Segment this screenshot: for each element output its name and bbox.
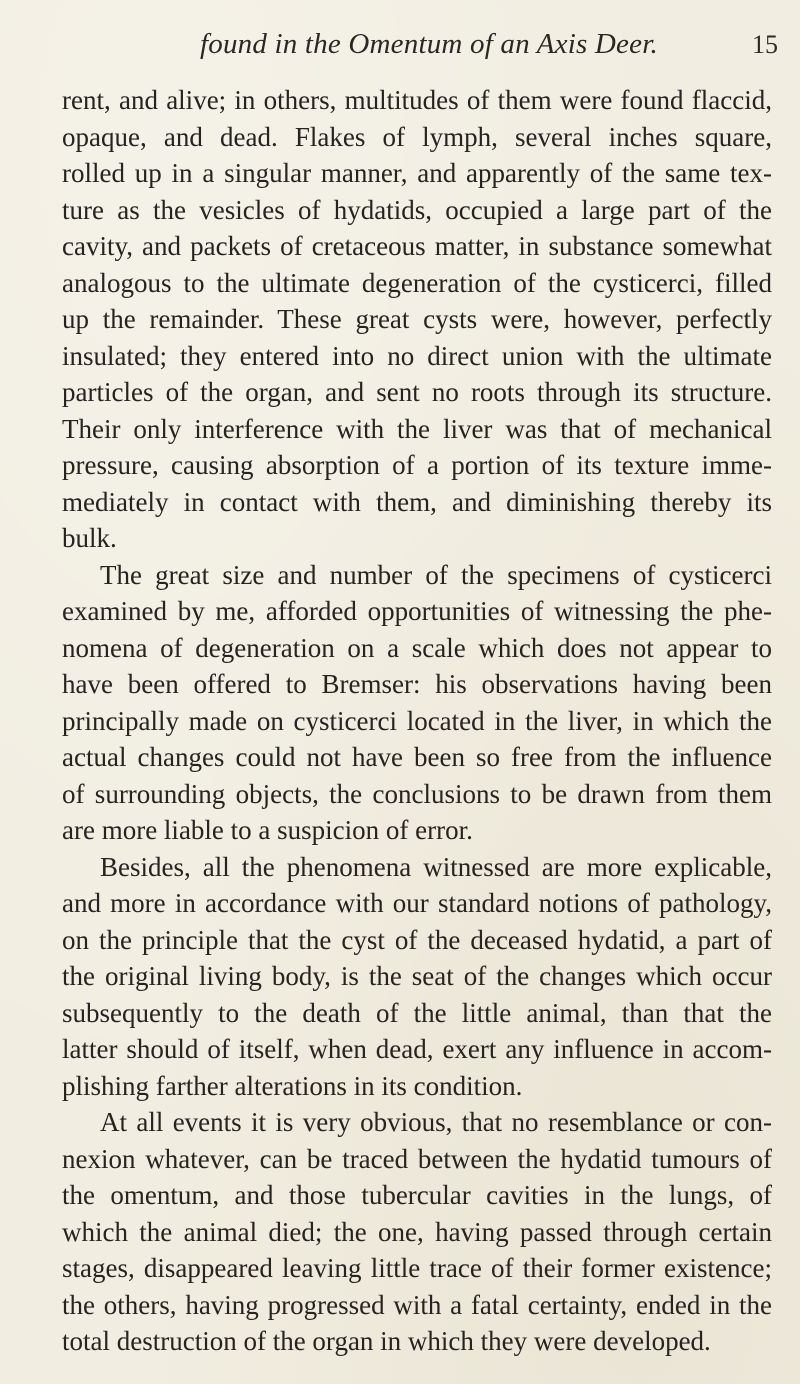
text-line: which the animal died; the one, having passed through certain [62, 1216, 772, 1247]
running-head: found in the Omentum of an Axis Deer. [200, 28, 658, 60]
text-line: and more in accordance with our standard notions of pathology, [62, 888, 772, 918]
text-line: of surrounding objects, the conclusions to be drawn from them [62, 778, 772, 809]
text-line: the original living body, is the seat of the changes which occur [62, 961, 772, 991]
text-line: nomena of degeneration on a scale which does not appear to [62, 632, 772, 663]
text-line: have been offered to Bremser: his observations having been [62, 669, 772, 699]
text-line: Besides, all the phenomena witnessed are more explicable, [100, 851, 772, 882]
paragraph-3 [62, 849, 772, 1105]
text-line: on the principle that the cyst of the deceased hydatid, a part of [62, 924, 772, 955]
text-line: opaque, and dead. Flakes of lymph, several inches square, [62, 121, 772, 152]
text-line: At all events it is very obvious, that no resemblance or con- [100, 1107, 772, 1137]
text-line: plishing farther alterations in its condition. [62, 1070, 523, 1101]
paragraph-2 [62, 557, 772, 849]
text-line: up the remainder. These great cysts were, however, perfectly [62, 304, 772, 334]
text-line: latter should of itself, when dead, exert any influence in accom- [62, 1034, 772, 1064]
text-line: nexion whatever, can be traced between the hydatid tumours of [62, 1143, 772, 1174]
paragraph-4 [62, 1104, 772, 1360]
text-line: cavity, and packets of cretaceous matter, in substance somewhat [62, 231, 772, 261]
text-line: pressure, causing absorption of a portion of its texture imme- [62, 450, 772, 480]
page-number: 15 [752, 30, 778, 59]
text-line: are more liable to a suspicion of error. [62, 815, 473, 845]
text-line: ture as the vesicles of hydatids, occupied a large part of the [62, 194, 772, 225]
text-line: analogous to the ultimate degeneration of the cysticerci, filled [62, 267, 772, 298]
text-line: the others, having progressed with a fatal certainty, ended in the [62, 1289, 772, 1320]
text-line: stages, disappeared leaving little trace of their former existence; [62, 1253, 772, 1283]
text-line: examined by me, afforded opportunities of witnessing the phe- [62, 596, 772, 626]
text-line: principally made on cysticerci located in the liver, in which the [62, 705, 772, 736]
text-line: particles of the organ, and sent no roots through its structure. [62, 377, 772, 407]
text-line: rolled up in a singular manner, and apparently of the same tex- [62, 158, 772, 188]
paragraph-1 [62, 82, 772, 557]
text-line: actual changes could not have been so free from the influence [62, 742, 772, 772]
text-line: bulk. [62, 523, 117, 553]
text-line: insulated; they entered into no direct union with the ultimate [62, 340, 772, 371]
text-line: mediately in contact with them, and diminishing thereby its [62, 486, 772, 517]
text-line: subsequently to the death of the little animal, than that the [62, 997, 772, 1028]
body-text [62, 82, 772, 1360]
text-line: total destruction of the organ in which they were developed. [62, 1326, 711, 1356]
text-line: Their only interference with the liver was that of mechanical [62, 413, 772, 444]
text-line: the omentum, and those tubercular cavities in the lungs, of [62, 1180, 772, 1210]
text-line: rent, and alive; in others, multitudes of them were found flaccid, [62, 85, 772, 115]
text-line: The great size and number of the specimens of cysticerci [100, 559, 772, 590]
